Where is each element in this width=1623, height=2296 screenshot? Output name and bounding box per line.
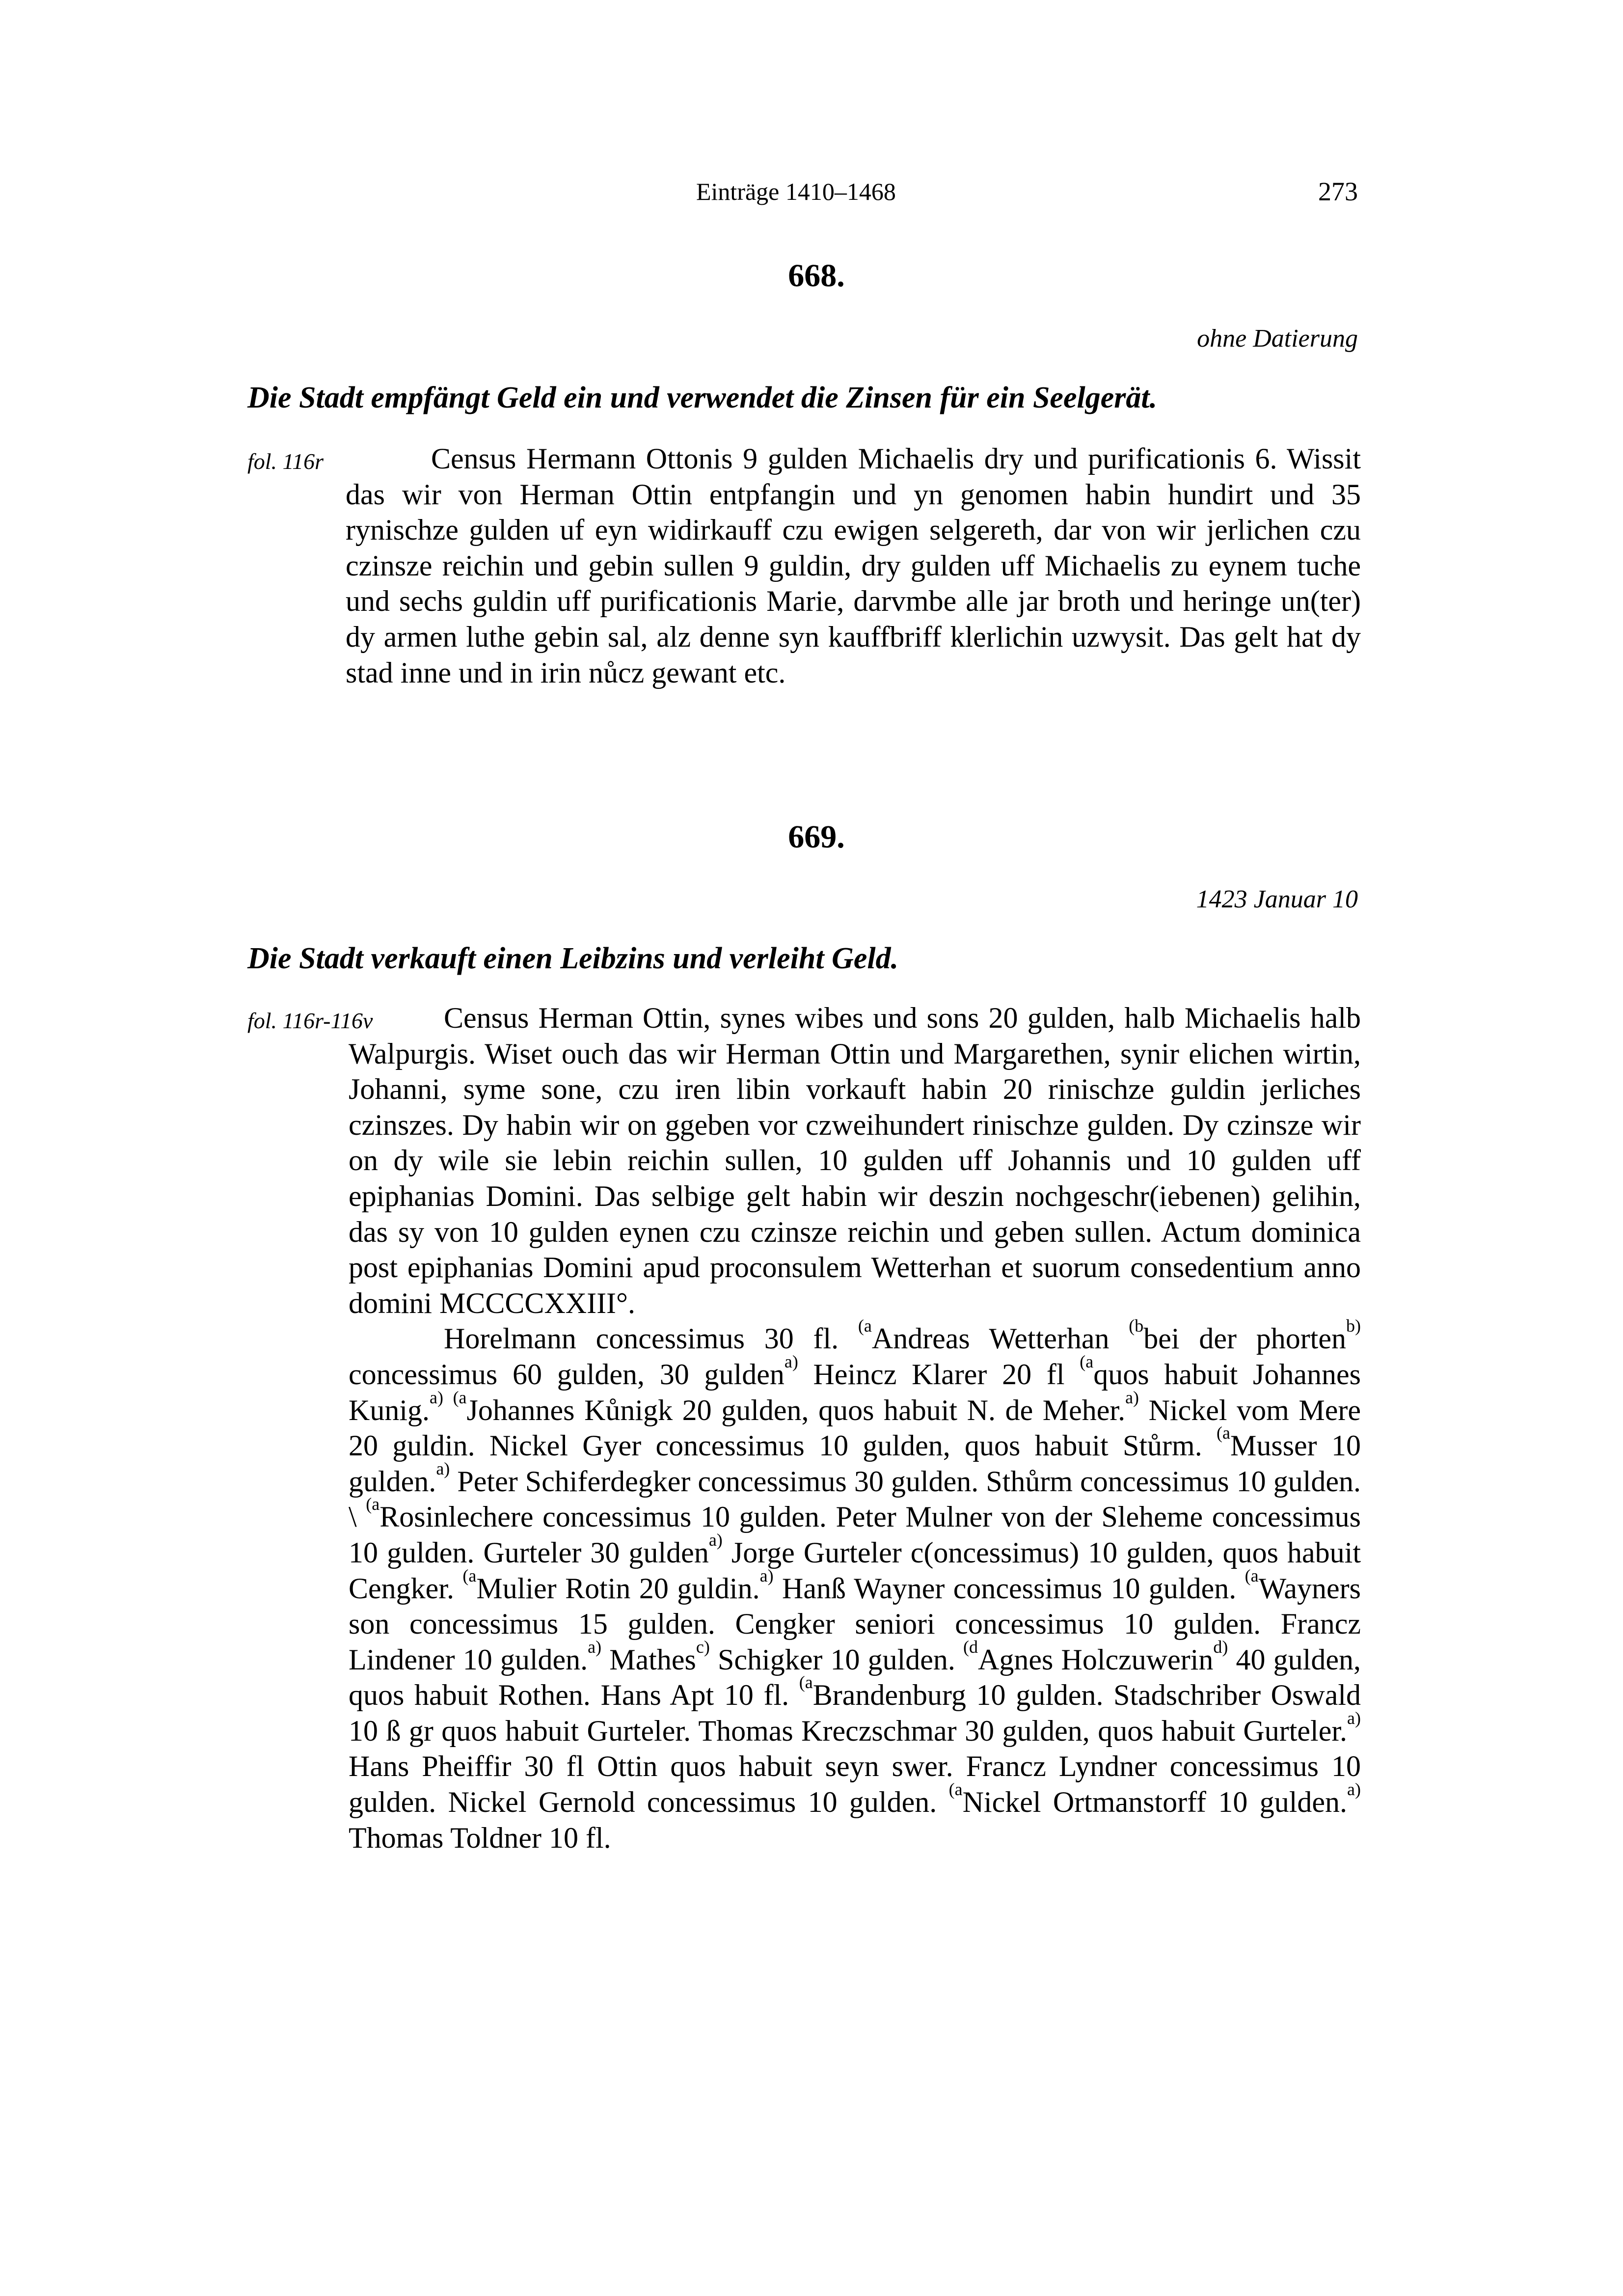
folio-reference: fol. 116r [247,449,324,474]
text-segment: Nickel Ortmanstorff 10 gulden. [962,1786,1348,1819]
footnote-marker: a) [1347,1779,1361,1799]
footnote-marker: d) [1213,1637,1228,1657]
footnote-marker: c) [696,1637,710,1657]
text-segment: quos habuit Johannes Kunig. [349,1358,1361,1426]
footnote-marker: a) [1347,1708,1361,1728]
footnote-marker: a) [430,1387,443,1407]
entry-date: ohne Datierung [1197,325,1358,353]
entry-summary: Die Stadt empfängt Geld ein und verwendet die Zinsen für ein Seelgerät. [247,381,1158,414]
footnote-marker: (a [462,1565,477,1585]
entry-date: 1423 Januar 10 [1196,885,1358,913]
footnote-marker: (a [1080,1351,1094,1371]
text-segment: Mulier Rotin 20 guldin. [476,1572,760,1605]
text-segment: Hans Pheiffir 30 fl Ottin quos habuit seyn swer. Francz Lyndner concessimus 10 gulden. Nickel Gernold concessimus 10 gulden. [349,1750,1361,1819]
footnote-marker: (a [1244,1565,1259,1585]
footnote-marker: (a [858,1316,872,1336]
text-segment: Brandenburg 10 gulden. Stadschriber Oswald 10 ß gr quos habuit Gurteler. Thomas Kreczschmar 30 gulden, quos habuit Gurteler. [349,1679,1361,1747]
text-segment: Agnes Holczuwerin [978,1643,1214,1676]
entry-paragraph-loans [349,1316,1361,1856]
footnote-marker: a) [708,1530,723,1550]
footnote-marker: a) [1125,1387,1139,1407]
text-segment: Andreas Wetterhan [871,1322,1129,1355]
footnote-marker: (a [366,1494,380,1514]
entry-summary: Die Stadt verkauft einen Leibzins und verleiht Geld. [247,942,899,975]
footnote-marker: a) [588,1637,602,1657]
entry-paragraph: Census Herman Ottin, synes wibes und sons 20 gulden, halb Michaelis halb Walpurgis. Wiset ouch das wir Herman Ottin und Margarethen, synir elichen wirtin, Johanni, syme sone, czu iren libin vorkauft habin 20 rinischze guldin jerliches czinszes. Dy habin wir on ggeben vor czweihundert rinischze gulden. Dy czinsze wir on dy wile sie lebin reichin sullen, 10 gulden uff Johannis und 10 gulden uff epiphanias Domini. Das selbige gelt habin wir deszin nochgeschr(iebenen) gelihin, das sy von 10 gulden eynen czu czinsze reichin und geben sullen. Actum dominica post epiphanias Domini apud proconsulem Wetterhan et suorum consedentium anno domini MCCCCXXIII°. [349,1002,1361,1319]
text-segment: Jorge Gurteler c(oncessimus) 10 gulden, quos habuit Cengker. [349,1536,1361,1605]
footnote-marker: (a [453,1387,467,1407]
footnote-marker: a) [784,1351,798,1371]
footnote-marker: (a [1217,1422,1230,1443]
entry-text [346,441,1361,690]
footnote-marker: (d [963,1637,978,1657]
footnote-marker: a) [759,1565,774,1585]
footnote-marker: (a [799,1672,813,1693]
text-segment: Johannes Kůnigk 20 gulden, quos habuit N. de Meher. [466,1394,1126,1426]
text-segment: 40 gulden, quos habuit Rothen. Hans Apt 10 fl. [349,1643,1361,1712]
footnote-marker: (a [948,1779,963,1799]
text-segment: Horelmann concessimus 30 fl. [444,1322,858,1355]
entry-number: 668. [788,258,845,294]
text-segment: Mathes [601,1643,696,1676]
text-segment: Musser 10 gulden. [349,1429,1361,1498]
footnote-marker: a) [436,1458,450,1478]
entry-paragraph: Census Hermann Ottonis 9 gulden Michaelis dry und purificationis 6. Wissit das wir von Herman Ottin entpfangin und yn genomen habin hundirt und 35 rynischze gulden uf eyn widirkauff czu ewigen selgereth, dar von wir jerlichen czu czinsze reichin und gebin sullen 9 guldin, dry gulden uff Michaelis zu eynem tuche und sechs guldin uff purificationis Marie, darvmbe alle jar broth und heringe un(ter) dy armen luthe gebin sal, alz denne syn kauffbriff klerlichin uzwysit. Das gelt hat dy stad inne und in irin nůcz gewant etc. [346,442,1361,689]
entry-number: 669. [788,819,845,855]
text-segment: Thomas Toldner 10 fl. [349,1821,611,1854]
text-segment: Hanß Wayner concessimus 10 gulden. [773,1572,1245,1605]
entry-text [349,1000,1361,1856]
text-segment [443,1394,453,1426]
text-segment: Nickel vom Mere 20 guldin. Nickel Gyer concessimus 10 gulden, quos habuit Stůrm. [349,1394,1361,1462]
folio-reference: fol. 116r-116v [247,1008,373,1033]
text-segment: bei der phorten [1143,1322,1346,1355]
text-segment: Rosinlechere concessimus 10 gulden. Peter Mulner von der Sleheme concessimus 10 gulden. Gurteler 30 gulden [349,1501,1361,1569]
footnote-marker: (b [1129,1316,1144,1336]
footnote-marker: b) [1346,1316,1361,1336]
text-segment: concessimus 60 gulden, 30 gulden [349,1358,784,1391]
text-segment: Schigker 10 gulden. [709,1643,964,1676]
running-title: Einträge 1410–1468 [696,178,896,205]
page-number: 273 [1318,177,1358,206]
text-segment: Peter Schiferdegker concessimus 30 gulden. Sthůrm concessimus 10 gulden. \ [349,1465,1361,1533]
text-segment: Wayners son concessimus 15 gulden. Cengker seniori concessimus 10 gulden. Francz Lindener 10 gulden. [349,1572,1361,1676]
text-segment: Heincz Klarer 20 fl [798,1358,1080,1391]
